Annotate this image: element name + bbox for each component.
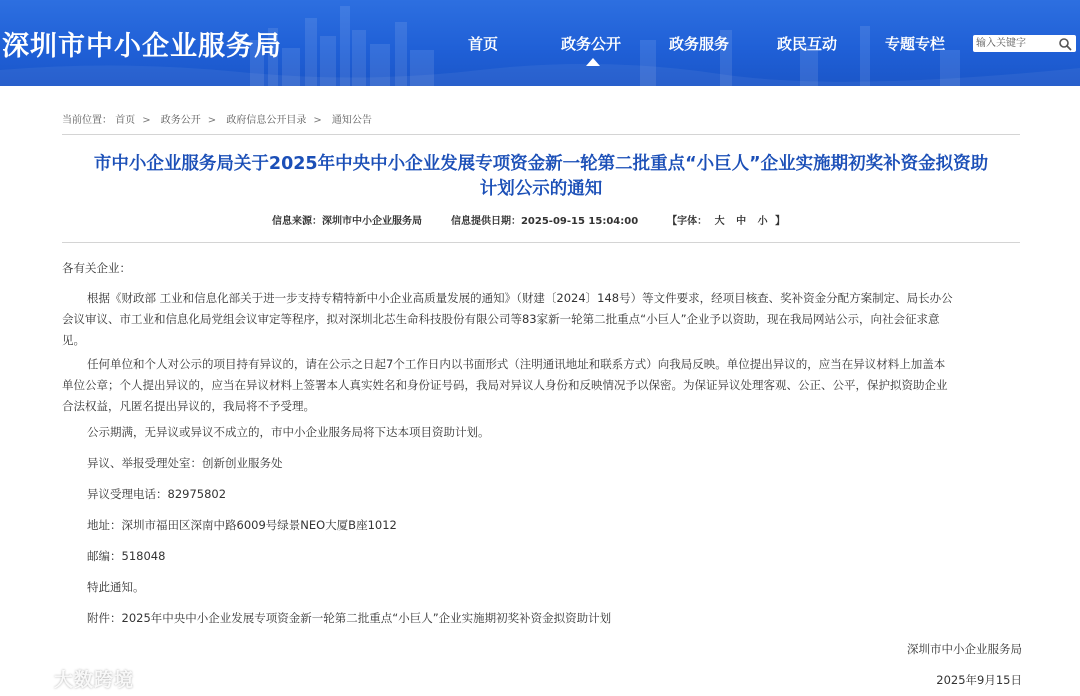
breadcrumb-notices[interactable]: 通知公告 xyxy=(331,115,372,126)
font-size-medium-button[interactable]: 中 xyxy=(736,216,747,227)
article-title xyxy=(62,152,1020,202)
nav-special-topics[interactable]: 专题专栏 xyxy=(885,35,946,53)
nav-public-interaction[interactable]: 政民互动 xyxy=(777,35,838,53)
search-input[interactable] xyxy=(973,35,1059,52)
paragraph-line: 见。 xyxy=(62,333,85,347)
source-label: 信息来源： xyxy=(272,216,322,227)
divider xyxy=(62,242,1020,243)
search-box xyxy=(973,35,1076,52)
font-size-small-button[interactable]: 小 xyxy=(757,216,768,227)
breadcrumb-separator: > xyxy=(313,115,322,126)
font-size-label: 【字体： xyxy=(667,216,708,227)
divider xyxy=(62,134,1020,135)
paragraph: 公示期满，无异议或异议不成立的，市中小企业服务局将下达本项目资助计划。 xyxy=(87,425,490,439)
contact-phone: 异议受理电话：82975802 xyxy=(87,487,227,501)
nav-home[interactable]: 首页 xyxy=(468,35,499,53)
source-value: 深圳市中小企业服务局 xyxy=(322,216,422,227)
paragraph-line: 单位公章；个人提出异议的，应当在异议材料上签署本人真实姓名和身份证号码，我局对异议人身份和反映情况予以保密。为保证异议处理客观、公正、公平，保护拟资助企业 xyxy=(62,378,948,392)
date-label: 信息提供日期： xyxy=(450,216,521,227)
nav-government-affairs-public[interactable]: 政务公开 xyxy=(561,35,622,53)
breadcrumb-separator: > xyxy=(142,115,151,126)
attachment-link[interactable]: 附件：2025年中央中小企业发展专项资金新一轮第二批重点“小巨人”企业实施期初奖补资金拟资助计划 xyxy=(87,611,612,625)
closing-text: 特此通知。 xyxy=(87,580,145,594)
watermark-logo-icon xyxy=(8,664,48,690)
signature-date: 2025年9月15日 xyxy=(936,673,1022,687)
paragraph-line: 会议审议、市工业和信息化局党组会议审定等程序，拟对深圳北芯生命科技股份有限公司等83家新一轮第二批重点“小巨人”企业予以资助，现在我局网站公示，向社会征求意 xyxy=(62,312,940,326)
article-title-line: 计划公示的通知 xyxy=(479,179,603,199)
breadcrumb-prefix: 当前位置： xyxy=(62,115,112,126)
site-title[interactable]: 深圳市中小企业服务局 xyxy=(2,31,282,62)
paragraph-line: 根据《财政部 工业和信息化部关于进一步支持专精特新中小企业高质量发展的通知》（财建〔2024〕148号）等文件要求，经项目核查、奖补资金分配方案制定、局长办公 xyxy=(87,291,953,305)
breadcrumb-info-catalog[interactable]: 政府信息公开目录 xyxy=(226,115,307,126)
contact-postcode: 邮编：518048 xyxy=(87,549,166,563)
date-value: 2025-09-15 15:04:00 xyxy=(520,216,639,227)
article-meta xyxy=(272,212,785,227)
breadcrumb xyxy=(62,111,372,126)
article-title-line: 市中小企业服务局关于2025年中央中小企业发展专项资金新一轮第二批重点“小巨人”企业实施期初奖补资金拟资助 xyxy=(93,154,989,174)
paragraph-line: 任何单位和个人对公示的项目持有异议的，请在公示之日起7个工作日内以书面形式（注明通讯地址和联系方式）向我局反映。单位提出异议的，应当在异议材料上加盖本 xyxy=(87,357,946,371)
active-nav-indicator xyxy=(586,58,600,66)
breadcrumb-separator: > xyxy=(207,115,217,126)
salutation: 各有关企业： xyxy=(62,261,131,275)
search-icon[interactable] xyxy=(1058,37,1072,51)
breadcrumb-government-affairs-public[interactable]: 政务公开 xyxy=(160,115,201,126)
contact-address: 地址：深圳市福田区深南中路6009号绿景NEO大厦B座1012 xyxy=(87,518,397,532)
paragraph-line: 合法权益，凡匿名提出异议的，我局将不予受理。 xyxy=(62,399,315,413)
font-size-large-button[interactable]: 大 xyxy=(714,216,725,227)
signature: 深圳市中小企业服务局 xyxy=(907,642,1022,656)
font-size-close: 】 xyxy=(775,216,786,227)
nav-government-services[interactable]: 政务服务 xyxy=(669,35,730,53)
site-header xyxy=(0,0,1080,86)
contact-department: 异议、举报受理处室：创新创业服务处 xyxy=(87,456,283,470)
breadcrumb-home[interactable]: 首页 xyxy=(115,115,136,126)
watermark-text: 大数跨境 xyxy=(54,669,135,691)
